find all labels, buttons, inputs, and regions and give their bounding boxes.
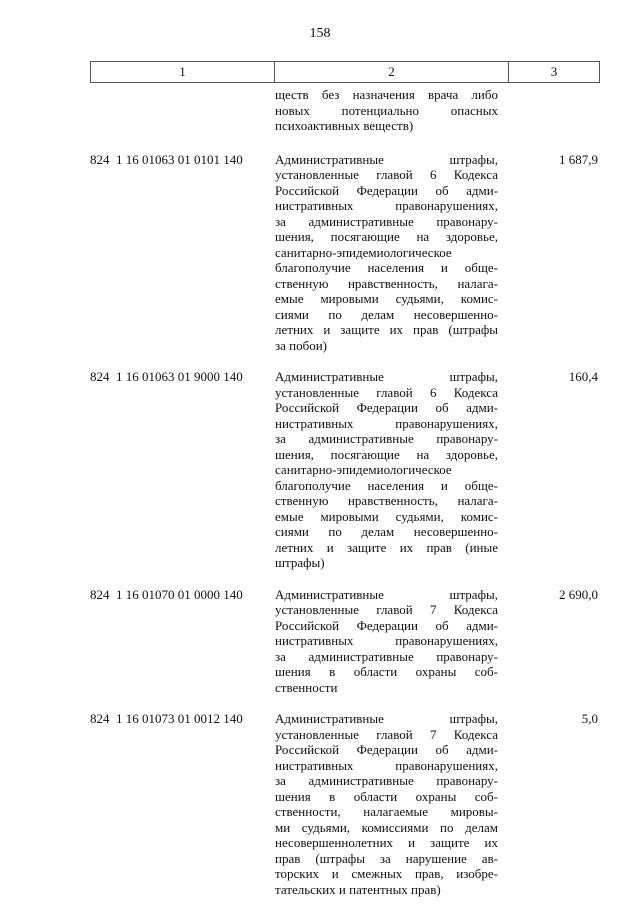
- description-line: Административные штрафы,: [275, 369, 498, 384]
- description-line: шения, посягающие на здоровье,: [275, 229, 498, 244]
- amount-value: 160,4: [568, 369, 598, 384]
- header-col-3: 3: [550, 64, 558, 79]
- code-cell-empty: [90, 87, 273, 134]
- description-line: нистративных правонарушениях,: [275, 415, 498, 431]
- description-line: шения в области охраны соб-: [275, 664, 498, 679]
- table-header: [90, 61, 600, 83]
- description-line: Российской Федерации об адми-: [275, 742, 498, 757]
- description-line: благополучие населения и обще-: [275, 260, 498, 275]
- description-line: за административные правонару-: [275, 648, 498, 664]
- description-line: Административные штрафы,: [275, 151, 498, 167]
- budget-code: 824 1 16 01070 01 0000 140: [90, 586, 243, 602]
- budget-code: 824 1 16 01073 01 0012 140: [90, 711, 243, 726]
- row-description: [273, 587, 506, 696]
- description-line: благополучие населения и обще-: [275, 477, 498, 493]
- description-line: за административные правонару-: [275, 773, 498, 788]
- page-number: 158: [309, 26, 331, 41]
- description-line: емые мировыми судьями, комис-: [275, 291, 498, 306]
- description-line: шения, посягающие на здоровье,: [275, 446, 498, 462]
- amount-value: 5,0: [581, 711, 598, 726]
- description-line: за административные правонару-: [275, 213, 498, 229]
- description-line: ми судьями, комиссиями по делам: [275, 819, 498, 835]
- description-line: Российской Федерации об адми-: [275, 182, 498, 198]
- description-line: шения в области охраны соб-: [275, 788, 498, 804]
- description-line: летних и защите их прав (иные: [275, 539, 498, 555]
- table-row: [90, 587, 600, 696]
- description-line: штрафы): [275, 555, 325, 570]
- description-line: емые мировыми судьями, комис-: [275, 508, 498, 524]
- description-line: нистративных правонарушениях,: [275, 198, 498, 213]
- description-line: нистративных правонарушениях,: [275, 633, 498, 648]
- description-line: Российской Федерации об адми-: [275, 617, 498, 633]
- table-row: [90, 369, 600, 571]
- description-line: летних и защите их прав (штрафы: [275, 322, 498, 337]
- description-line: ственности: [275, 679, 338, 695]
- description-line: санитарно-эпидемиологическое: [275, 244, 452, 260]
- description-line: ственности, налагаемые мировы-: [275, 804, 498, 819]
- description-line: Административные штрафы,: [275, 586, 498, 602]
- description-line: Административные штрафы,: [275, 711, 498, 726]
- description-line: нистративных правонарушениях,: [275, 757, 498, 773]
- budget-code: 824 1 16 01063 01 0101 140: [90, 151, 243, 167]
- row-description: [273, 711, 506, 897]
- description-line: новых потенциально опасных: [275, 102, 498, 118]
- description-line: ственную нравственность, налага-: [275, 493, 498, 508]
- amount-cell-empty: [506, 87, 600, 134]
- description-line: ственную нравственность, налага-: [275, 275, 498, 291]
- table-row: [90, 152, 600, 354]
- header-col-2: 2: [275, 62, 509, 82]
- amount-value: 1 687,9: [559, 151, 598, 167]
- description-line: прав (штрафы за нарушение ав-: [275, 850, 498, 866]
- description-line: установленные главой 7 Кодекса: [275, 726, 498, 742]
- description-line: Российской Федерации об адми-: [275, 400, 498, 415]
- amount-value: 2 690,0: [559, 586, 598, 602]
- description-line: установленные главой 6 Кодекса: [275, 167, 498, 182]
- table-row: [90, 711, 600, 897]
- description-line: сиями по делам несовершенно-: [275, 524, 498, 539]
- description-line: за административные правонару-: [275, 431, 498, 446]
- description-line: психоактивных веществ): [275, 118, 414, 133]
- budget-code: 824 1 16 01063 01 9000 140: [90, 369, 243, 384]
- row-description: [273, 152, 506, 354]
- description-line: установленные главой 6 Кодекса: [275, 384, 498, 400]
- description-line: торских и смежных прав, изобре-: [275, 866, 498, 881]
- table-body: [90, 87, 600, 913]
- description-line: несовершеннолетних и защите их: [275, 835, 498, 850]
- row-description: [273, 369, 506, 571]
- continuation-description: [273, 87, 506, 134]
- description-line: санитарно-эпидемиологическое: [275, 462, 452, 477]
- description-line: за побои): [275, 337, 328, 353]
- description-line: сиями по делам несовершенно-: [275, 306, 498, 322]
- continuation-row: [90, 87, 600, 134]
- header-col-1: 1: [91, 62, 275, 82]
- description-line: тательских и патентных прав): [275, 881, 441, 897]
- description-line: ществ без назначения врача либо: [275, 87, 498, 102]
- description-line: установленные главой 7 Кодекса: [275, 602, 498, 617]
